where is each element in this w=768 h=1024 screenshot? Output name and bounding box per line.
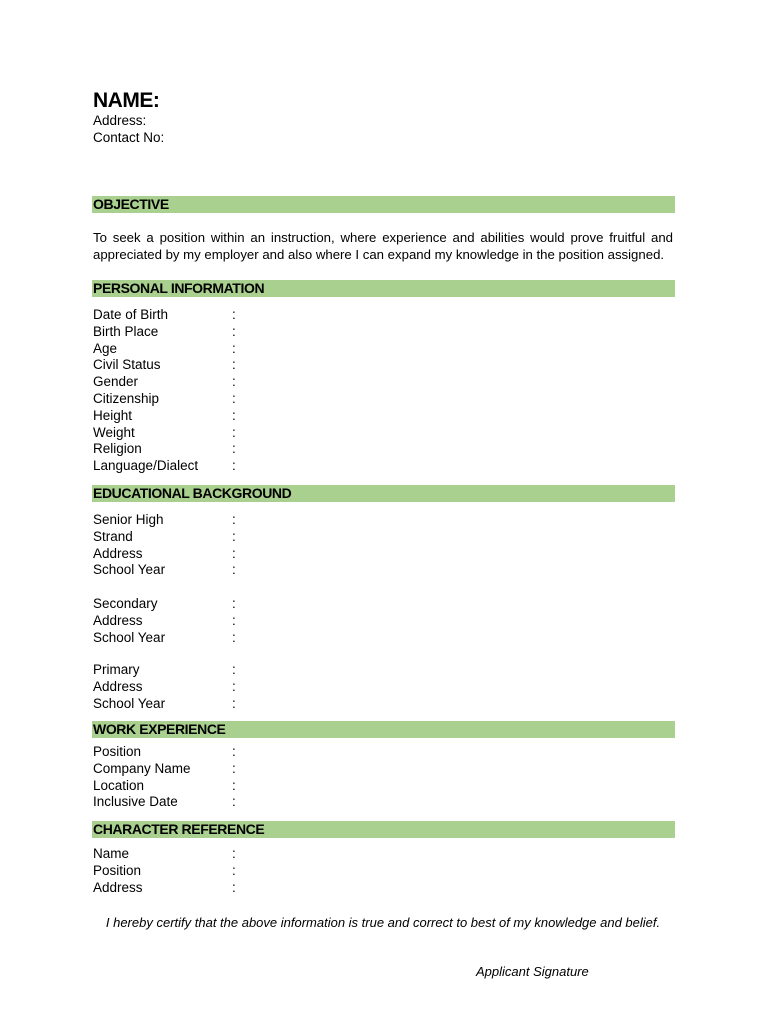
- field-row: [93, 613, 673, 630]
- certification-statement: I hereby certify that the above information is true and correct to best of my knowledge and belief.: [105, 915, 661, 930]
- field-row: [93, 794, 673, 811]
- objective-text: To seek a position within an instruction, where experience and abilities would prove fruitful and appreciated by my employer and also where I can expand my knowledge in the position assigned.: [93, 230, 673, 262]
- field-row: [93, 744, 673, 761]
- field-label: Position: [93, 744, 142, 759]
- field-separator: :: [232, 374, 236, 390]
- field-label: Strand: [93, 528, 133, 544]
- field-separator: :: [232, 879, 236, 895]
- field-label: Citizenship: [93, 390, 160, 406]
- field-label: Gender: [93, 374, 139, 390]
- field-separator: :: [232, 323, 236, 339]
- field-separator: :: [232, 794, 236, 810]
- name-heading: NAME:: [93, 89, 160, 112]
- field-label: Address: [93, 612, 143, 628]
- field-label: Height: [93, 407, 133, 423]
- field-label: Age: [93, 340, 118, 356]
- field-separator: :: [232, 424, 236, 440]
- section-work-header: WORK EXPERIENCE: [92, 721, 675, 738]
- field-row: [93, 425, 673, 442]
- field-separator: :: [232, 441, 236, 457]
- senior-high-fields: [93, 512, 673, 579]
- secondary-fields: [93, 596, 673, 646]
- field-label: Senior High: [93, 512, 164, 527]
- field-row: [93, 324, 673, 341]
- contact-label: Contact No:: [93, 130, 165, 145]
- field-separator: :: [232, 458, 236, 474]
- field-row: [93, 441, 673, 458]
- field-row: [93, 761, 673, 778]
- field-separator: :: [232, 760, 236, 776]
- field-row: [93, 357, 673, 374]
- field-row: [93, 778, 673, 795]
- field-separator: :: [232, 528, 236, 544]
- reference-fields: [93, 846, 673, 896]
- field-label: Religion: [93, 441, 142, 457]
- field-label: School Year: [93, 562, 166, 578]
- field-row: [93, 512, 673, 529]
- field-separator: :: [232, 307, 236, 322]
- field-row: [93, 374, 673, 391]
- field-row: [93, 562, 673, 579]
- field-row: [93, 880, 673, 897]
- field-row: [93, 662, 673, 679]
- field-row: [93, 307, 673, 324]
- field-row: [93, 529, 673, 546]
- field-label: Name: [93, 846, 130, 861]
- field-label: Date of Birth: [93, 307, 169, 322]
- work-fields: [93, 744, 673, 811]
- field-label: School Year: [93, 695, 166, 711]
- field-separator: :: [232, 596, 236, 611]
- field-label: Address: [93, 879, 143, 895]
- field-row: [93, 679, 673, 696]
- field-separator: :: [232, 662, 236, 677]
- field-separator: :: [232, 545, 236, 561]
- field-separator: :: [232, 678, 236, 694]
- section-objective-header: OBJECTIVE: [92, 196, 675, 213]
- field-row: [93, 596, 673, 613]
- field-separator: :: [232, 744, 236, 759]
- field-row: [93, 863, 673, 880]
- field-separator: :: [232, 612, 236, 628]
- field-separator: :: [232, 407, 236, 423]
- field-separator: :: [232, 695, 236, 711]
- field-separator: :: [232, 390, 236, 406]
- address-label: Address:: [93, 113, 147, 128]
- field-row: [93, 696, 673, 713]
- personal-fields: [93, 307, 673, 475]
- section-education-header: EDUCATIONAL BACKGROUND: [92, 485, 675, 502]
- section-reference-header: CHARACTER REFERENCE: [92, 821, 675, 838]
- field-separator: :: [232, 340, 236, 356]
- field-separator: :: [232, 562, 236, 578]
- field-row: [93, 846, 673, 863]
- field-separator: :: [232, 777, 236, 793]
- field-row: [93, 546, 673, 563]
- field-label: Position: [93, 862, 142, 878]
- field-row: [93, 458, 673, 475]
- field-label: Primary: [93, 662, 140, 677]
- field-label: Address: [93, 678, 143, 694]
- field-row: [93, 341, 673, 358]
- primary-fields: [93, 662, 673, 712]
- field-label: Civil Status: [93, 357, 161, 373]
- field-row: [93, 408, 673, 425]
- field-label: Company Name: [93, 760, 191, 776]
- field-label: School Year: [93, 629, 166, 645]
- field-row: [93, 630, 673, 647]
- field-separator: :: [232, 629, 236, 645]
- field-row: [93, 391, 673, 408]
- field-label: Weight: [93, 424, 135, 440]
- field-label: Language/Dialect: [93, 458, 199, 474]
- field-label: Birth Place: [93, 323, 159, 339]
- field-label: Inclusive Date: [93, 794, 178, 810]
- field-separator: :: [232, 846, 236, 861]
- field-separator: :: [232, 357, 236, 373]
- field-label: Secondary: [93, 596, 158, 611]
- applicant-signature-label: Applicant Signature: [476, 964, 589, 979]
- field-label: Address: [93, 545, 143, 561]
- field-separator: :: [232, 862, 236, 878]
- field-label: Location: [93, 777, 145, 793]
- field-separator: :: [232, 512, 236, 527]
- section-personal-header: PERSONAL INFORMATION: [92, 280, 675, 297]
